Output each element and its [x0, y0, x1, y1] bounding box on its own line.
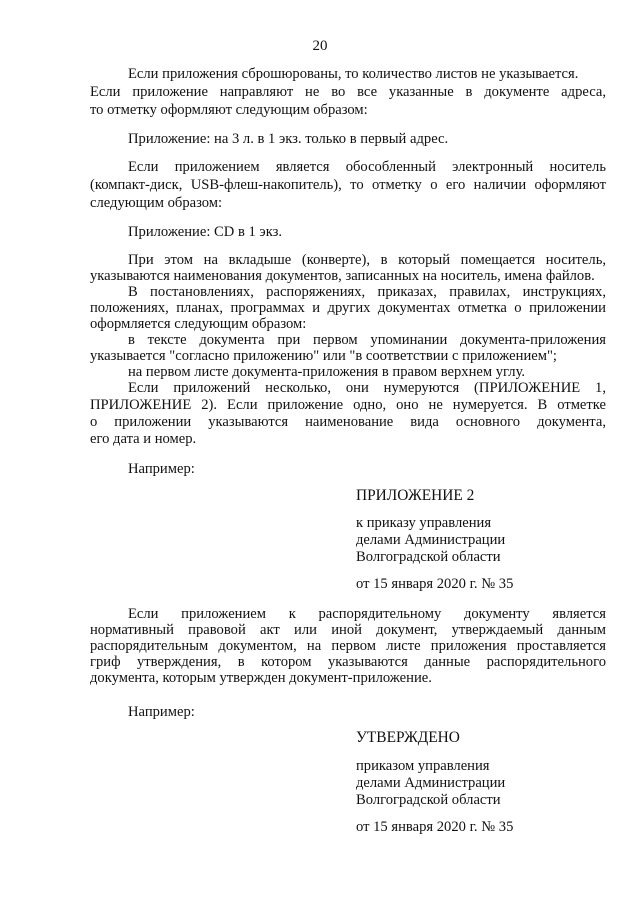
paragraph-line: документа, которым утвержден документ-приложение.: [90, 670, 432, 686]
attachment-stamp-line: к приказу управления: [356, 515, 492, 531]
paragraph-line: При этом на вкладыше (конверте), в который помещается носитель,: [128, 252, 606, 268]
paragraph-line: В постановлениях, распоряжениях, приказах, правилах, инструкциях,: [128, 284, 606, 300]
paragraph-line: оформляется следующим образом:: [90, 316, 307, 332]
paragraph-line: Приложение: на 3 л. в 1 экз. только в первый адрес.: [128, 131, 449, 147]
approval-stamp-heading: УТВЕРЖДЕНО: [356, 729, 460, 746]
approval-stamp-line: Волгоградской области: [356, 792, 501, 808]
paragraph-line: указываются наименования документов, записанных на носитель, имена файлов.: [90, 268, 595, 284]
paragraph-line: на первом листе документа-приложения в правом верхнем углу.: [128, 364, 526, 380]
approval-stamp-line: приказом управления: [356, 758, 490, 774]
paragraph-line: положениях, планах, программах и других документах отметка о приложении: [90, 300, 606, 316]
paragraph-line: Если приложением является обособленный электронный носитель: [128, 159, 606, 175]
paragraph-line: нормативный правовой акт или иной документ, утверждаемый данным: [90, 622, 606, 638]
paragraph-line: Приложение: CD в 1 экз.: [128, 224, 283, 240]
paragraph-line: следующим образом:: [90, 195, 223, 211]
attachment-stamp-line: Волгоградской области: [356, 549, 501, 565]
paragraph-line: Если приложений несколько, они нумеруются (ПРИЛОЖЕНИЕ 1,: [128, 380, 606, 396]
attachment-stamp-date: от 15 января 2020 г. № 35: [356, 576, 514, 592]
paragraph-line: о приложении указываются наименование вида основного документа,: [90, 414, 606, 430]
paragraph-line: (компакт-диск, USB-флеш-накопитель), то отметку о его наличии оформляют: [90, 177, 606, 193]
paragraph-line: гриф утверждения, в котором указываются данные распорядительного: [90, 654, 606, 670]
paragraph-line: Если приложения сброшюрованы, то количество листов не указывается.: [128, 66, 579, 82]
paragraph-line: указывается "согласно приложению" или "в соответствии с приложением";: [90, 348, 557, 364]
paragraph-line: Если приложением к распорядительному документу является: [128, 606, 606, 622]
approval-stamp-date: от 15 января 2020 г. № 35: [356, 819, 514, 835]
example-intro: Например:: [128, 461, 195, 477]
paragraph-line: Если приложение направляют не во все указанные в документе адреса,: [90, 84, 606, 100]
attachment-stamp-line: делами Администрации: [356, 532, 506, 548]
paragraph-line: распорядительным документом, на первом листе приложения проставляется: [90, 638, 606, 654]
paragraph-line: ПРИЛОЖЕНИЕ 2). Если приложение одно, оно не нумеруется. В отметке: [90, 397, 606, 413]
paragraph-line: его дата и номер.: [90, 431, 197, 447]
page-number: 20: [312, 38, 328, 54]
attachment-stamp-heading: ПРИЛОЖЕНИЕ 2: [356, 487, 475, 504]
paragraph-line: то отметку оформляют следующим образом:: [90, 102, 368, 118]
example-intro: Например:: [128, 704, 195, 720]
paragraph-line: в тексте документа при первом упоминании документа-приложения: [128, 332, 606, 348]
approval-stamp-line: делами Администрации: [356, 775, 506, 791]
